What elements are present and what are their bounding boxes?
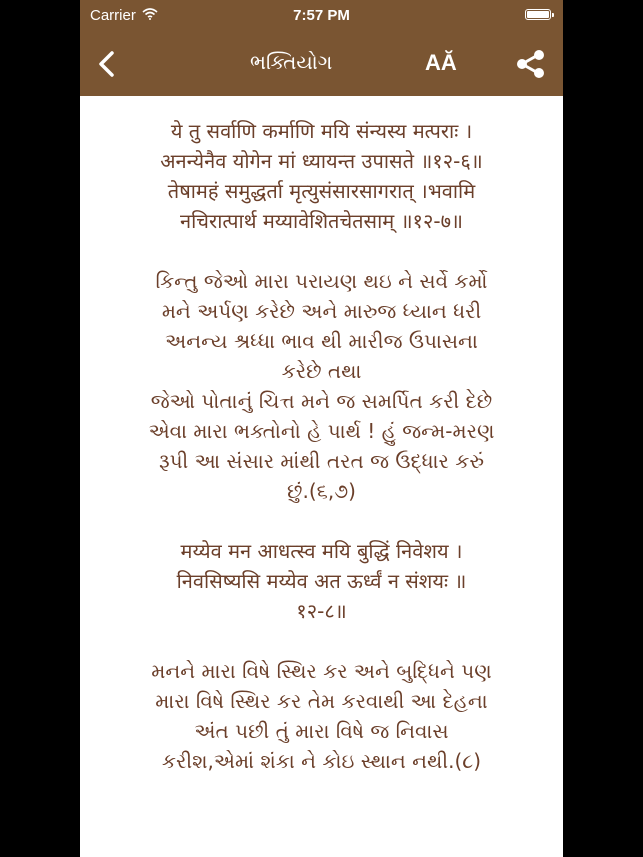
verse-line: अनन्येनैव योगेन मां ध्यायन्त उपासते ॥१२-६॥ — [160, 149, 483, 173]
gujarati-meaning-6-7 — [100, 266, 543, 506]
meaning-line: રૂપી આ સંસાર માંથી તરત જ ઉદ્ધાર કરું — [158, 449, 485, 473]
verse-content — [80, 96, 563, 776]
battery-icon — [525, 9, 551, 20]
sanskrit-verse-8 — [100, 536, 543, 626]
meaning-line: મારા વિષે સ્થિર કર તેમ કરવાથી આ દેહના — [155, 689, 488, 713]
meaning-line: કરીશ,એમાં શંકા ને કોઇ સ્થાન નથી.(૮) — [161, 749, 482, 773]
meaning-line: મનને મારા વિષે સ્થિર કર અને બુદ્ધિને પણ — [151, 659, 492, 683]
gujarati-meaning-8 — [100, 656, 543, 776]
font-size-button[interactable]: AĂ — [425, 50, 457, 75]
sanskrit-verse-6-7 — [100, 116, 543, 236]
verse-line: मय्येव मन आधत्स्व मयि बुद्धिं निवेशय । — [180, 539, 463, 563]
header — [80, 0, 563, 96]
back-chevron-icon — [96, 50, 116, 78]
page-title: ભક્તિયોગ — [250, 50, 333, 74]
meaning-line: અંત પછી તું મારા વિષે જ નિવાસ — [194, 719, 449, 743]
meaning-line: છું.(૬,૭) — [287, 479, 356, 503]
meaning-line: અનન્ય શ્રધ્ધા ભાવ થી મારીજ ઉપાસના — [165, 329, 478, 353]
verse-line: निवसिष्यसि मय्येव अत ऊर्ध्वं न संशयः ॥ — [176, 569, 467, 593]
share-icon — [513, 47, 547, 81]
meaning-line: કરેછે તથા — [281, 359, 362, 383]
status-time: 7:57 PM — [293, 7, 350, 24]
meaning-line: જેઓ પોતાનું ચિત્ત મને જ સમર્પિત કરી દેછે — [150, 389, 493, 413]
verse-line: १२-८॥ — [296, 599, 347, 623]
meaning-line: એવા મારા ભક્તોનો હે પાર્થ ! હું જન્મ-મરણ — [148, 419, 495, 443]
app-screen — [80, 0, 563, 857]
back-button[interactable] — [88, 46, 124, 82]
share-button[interactable] — [513, 47, 547, 81]
status-bar — [80, 0, 563, 32]
carrier-label: Carrier — [90, 7, 136, 24]
meaning-line: મને અર્પણ કરેછે અને મારુજ ધ્યાન ધરી — [161, 299, 482, 323]
verse-line: ये तु सर्वाणि कर्माणि मयि संन्यस्य मत्पराः । — [170, 119, 473, 143]
meaning-line: કિન્તુ જેઓ મારા પરાયણ થઇ ને સર્વે કર્મો — [155, 269, 488, 293]
verse-line: तेषामहं समुद्धर्ता मृत्युसंसारसागरात् ।भवामि — [167, 179, 476, 203]
nav-bar — [80, 32, 563, 96]
verse-line: नचिरात्पार्थ मय्यावेशितचेतसाम् ॥१२-७॥ — [180, 209, 463, 233]
